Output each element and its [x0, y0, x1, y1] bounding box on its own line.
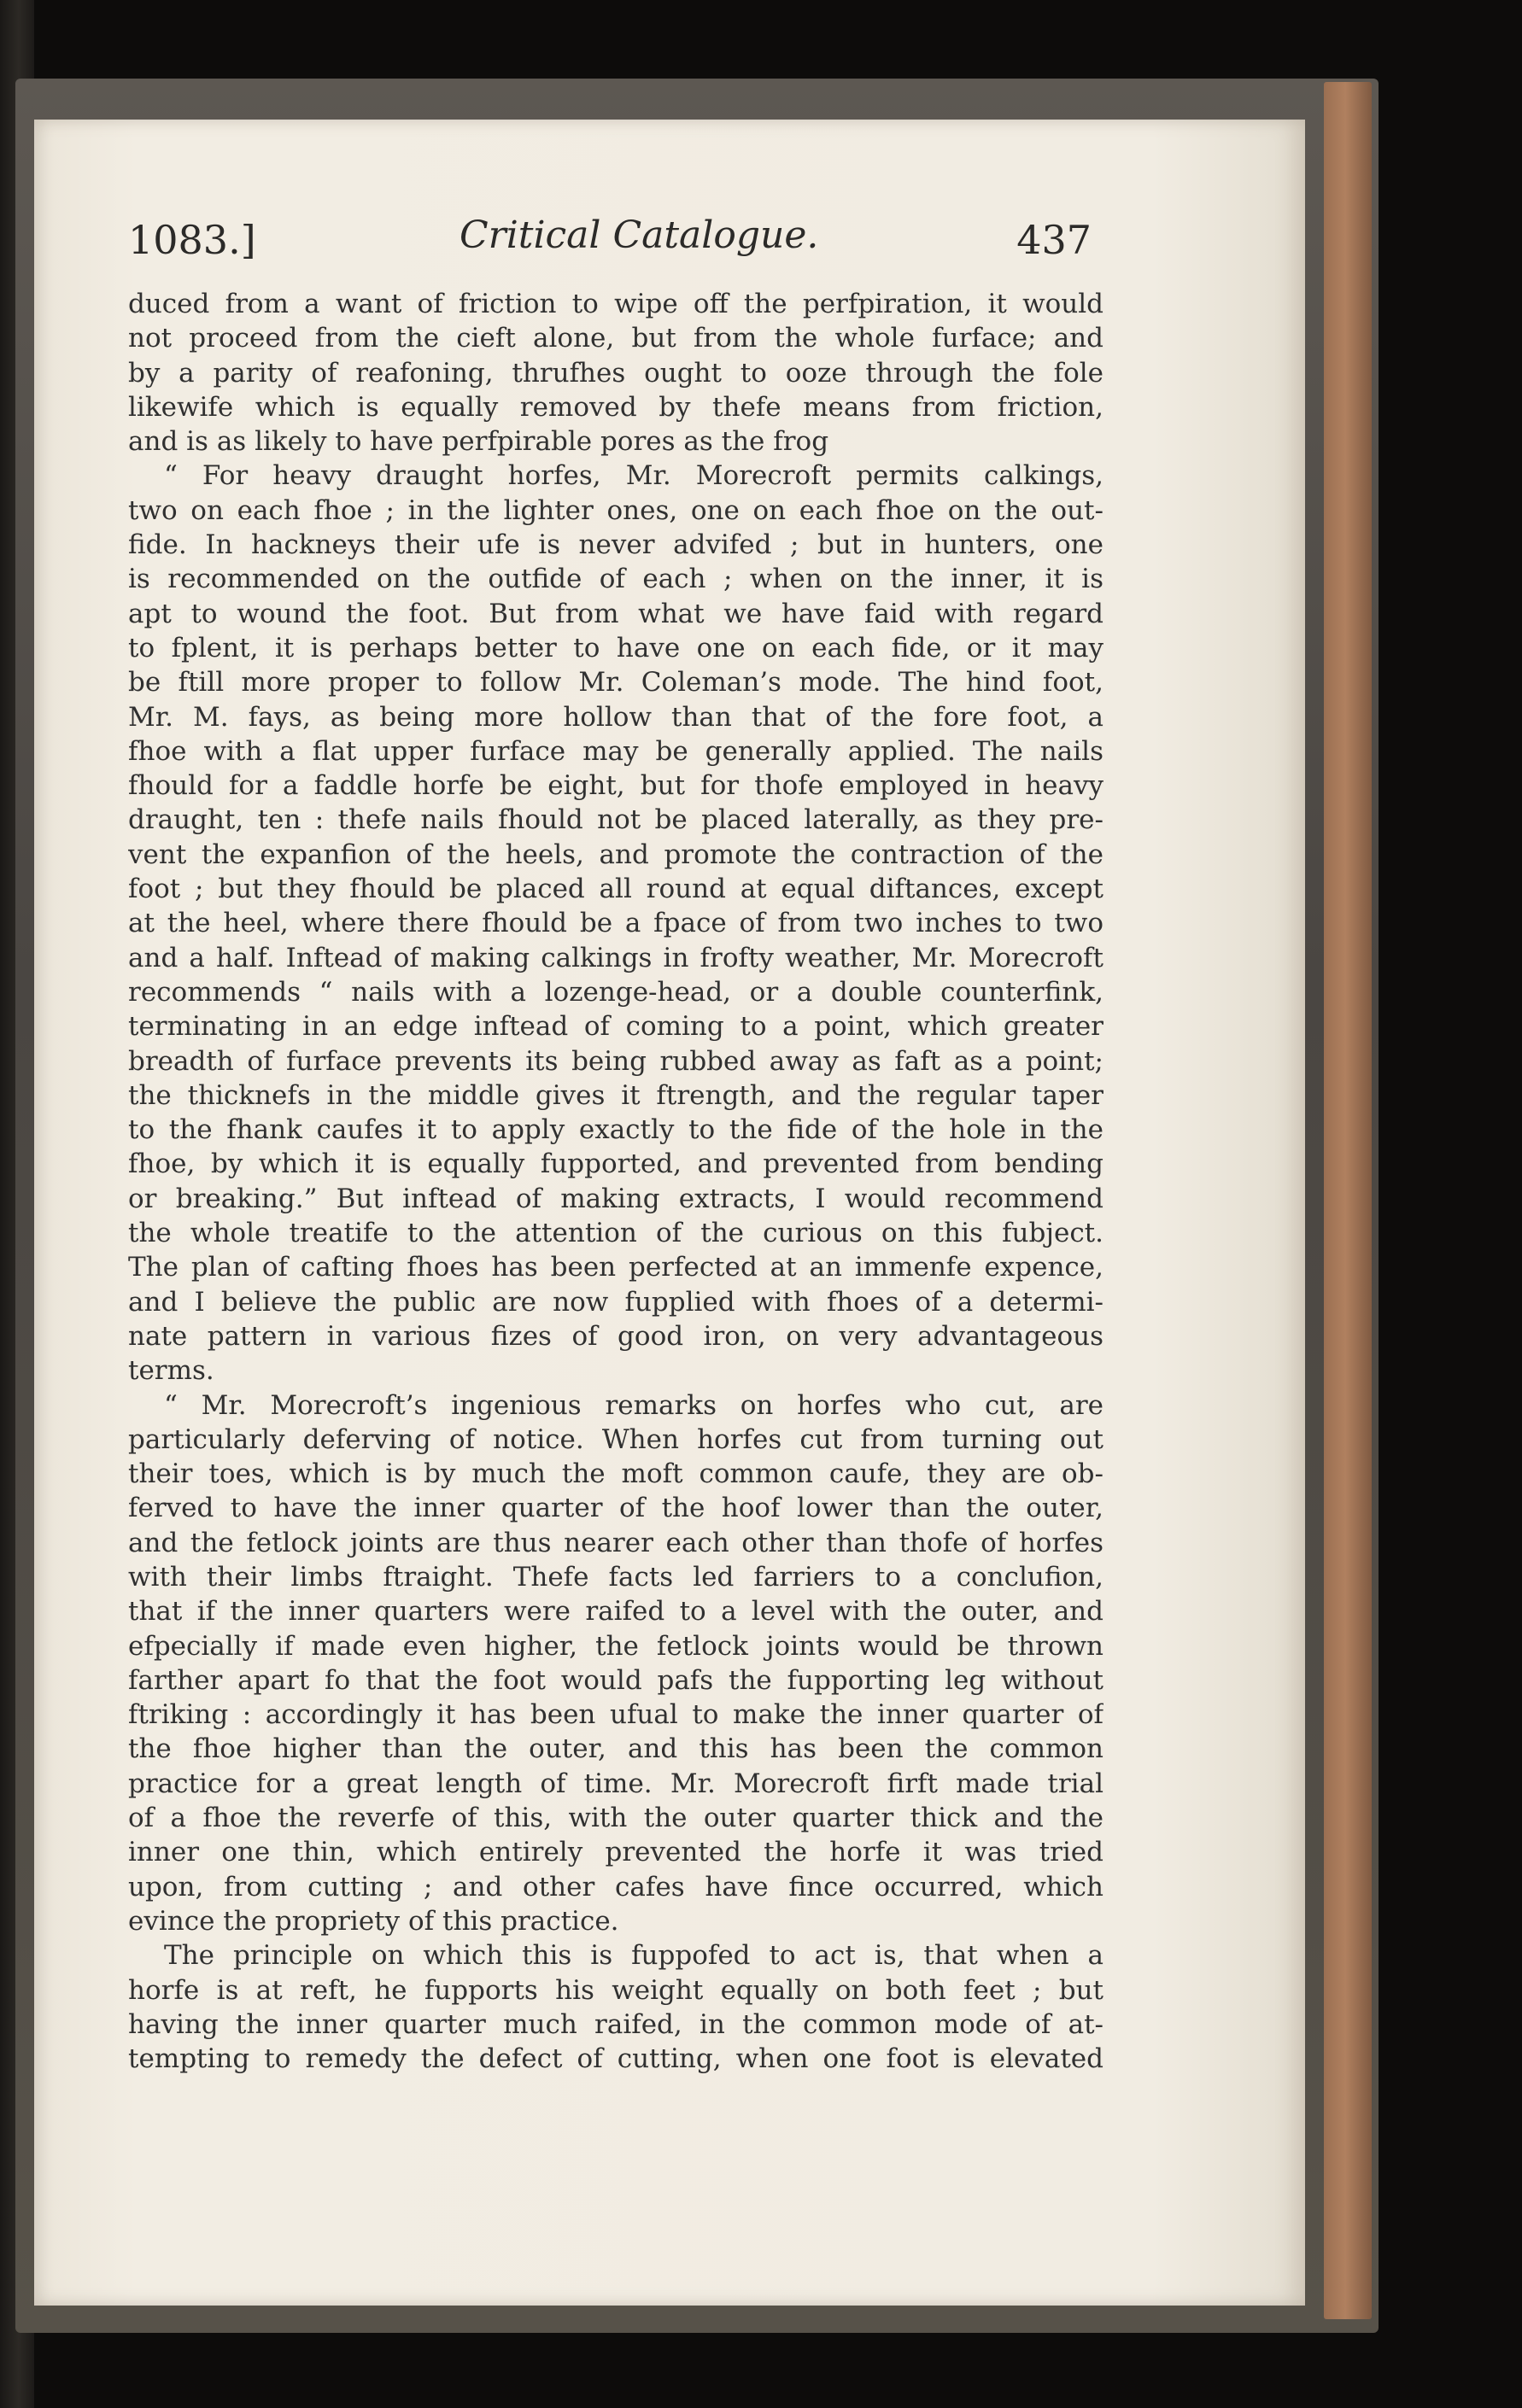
text-line: by a parity of reafoning, thrufhes ought to ooze through the fole	[128, 357, 1103, 389]
text-line: the fhoe higher than the outer, and this has been the common	[128, 1733, 1103, 1765]
text-line: inner one thin, which entirely prevented the horfe it was tried	[128, 1837, 1103, 1868]
text-line: likewife which is equally removed by thefe means from friction,	[128, 391, 1103, 423]
text-line: terms.	[128, 1355, 214, 1387]
text-line: breadth of furface prevents its being rubbed away as faft as a point;	[128, 1045, 1103, 1077]
text-line: apt to wound the foot. But from what we have faid with regard	[128, 598, 1103, 629]
body-text	[128, 287, 1103, 2076]
text-line: nate pattern in various fizes of good iron, on very advantageous	[128, 1320, 1103, 1352]
text-line: and a half. Inftead of making calkings in frofty weather, Mr. Morecroft	[128, 942, 1103, 973]
text-line: to the fhank caufes it to apply exactly to the fide of the hole in the	[128, 1114, 1103, 1146]
text-line: their toes, which is by much the moft common caufe, they are ob-	[128, 1458, 1103, 1490]
leather-spine-edge	[1324, 82, 1372, 2319]
page-number: 437	[1016, 217, 1092, 263]
text-line: that if the inner quarters were raifed to a level with the outer, and	[128, 1596, 1103, 1628]
text-line: the thicknefs in the middle gives it ftrength, and the regular taper	[128, 1079, 1103, 1111]
text-line: not proceed from the cieft alone, but from the whole furface; and	[128, 323, 1103, 354]
text-line: Mr. M. fays, as being more hollow than that of the fore foot, a	[128, 701, 1103, 733]
text-line: at the heel, where there fhould be a fpace of from two inches to two	[128, 908, 1103, 939]
text-line: fide. In hackneys their ufe is never advifed ; but in hunters, one	[128, 529, 1103, 561]
text-line: of a fhoe the reverfe of this, with the outer quarter thick and the	[128, 1803, 1103, 1834]
text-line: and the fetlock joints are thus nearer each other than thofe of horfes	[128, 1527, 1103, 1558]
text-line: horfe is at reft, he fupports his weight equally on both feet ; but	[128, 1974, 1103, 2006]
text-line: The principle on which this is fuppofed to act is, that when a	[164, 1940, 1103, 1972]
running-title: Critical Catalogue.	[460, 213, 819, 257]
text-line: ferved to have the inner quarter of the hoof lower than the outer,	[128, 1493, 1103, 1524]
text-line: with their limbs ftraight. Thefe facts led farriers to a conclufion,	[128, 1561, 1103, 1593]
text-line: upon, from cutting ; and other cafes have fince occurred, which	[128, 1871, 1103, 1902]
text-line: efpecially if made even higher, the fetlock joints would be thrown	[128, 1630, 1103, 1662]
text-line: foot ; but they fhould be placed all round at equal diftances, except	[128, 874, 1103, 905]
text-line: terminating in an edge inftead of coming to a point, which greater	[128, 1011, 1103, 1043]
text-line: The plan of cafting fhoes has been perfected at an immenfe expence,	[128, 1252, 1103, 1283]
text-line: fhoe, by which it is equally fupported, and prevented from bending	[128, 1148, 1103, 1180]
text-line: tempting to remedy the defect of cutting, when one foot is elevated	[128, 2043, 1103, 2075]
text-line: duced from a want of friction to wipe off the perfpiration, it would	[128, 289, 1103, 319]
page-header	[128, 213, 1092, 268]
text-line: is recommended on the outfide of each ; when on the inner, it is	[128, 564, 1103, 595]
text-line: recommends “ nails with a lozenge-head, or a double counterfink,	[128, 976, 1103, 1008]
text-line: draught, ten : thefe nails fhould not be placed laterally, as they pre-	[128, 804, 1103, 836]
text-line: “ Mr. Morecroft’s ingenious remarks on horfes who cut, are	[164, 1389, 1103, 1421]
text-line: to fplent, it is perhaps better to have one on each fide, or it may	[128, 632, 1103, 663]
text-line: evince the propriety of this practice.	[128, 1905, 619, 1937]
text-line: be ftill more proper to follow Mr. Coleman’s mode. The hind foot,	[128, 667, 1103, 698]
text-line: particularly deferving of notice. When horfes cut from turning out	[128, 1423, 1103, 1455]
text-line: fhoe with a flat upper furface may be generally applied. The nails	[128, 735, 1103, 767]
text-line: farther apart fo that the foot would pafs the fupporting leg without	[128, 1664, 1103, 1696]
text-line: or breaking.” But inftead of making extracts, I would recommend	[128, 1183, 1103, 1214]
text-line: practice for a great length of time. Mr. Morecroft firft made trial	[128, 1768, 1103, 1799]
text-line: vent the expanfion of the heels, and promote the contraction of the	[128, 839, 1103, 870]
page-reference: 1083.]	[128, 217, 256, 263]
text-line: having the inner quarter much raifed, in the common mode of at-	[128, 2008, 1103, 2040]
text-line: fhould for a faddle horfe be eight, but for thofe employed in heavy	[128, 770, 1103, 802]
text-line: two on each fhoe ; in the lighter ones, one on each fhoe on the out-	[128, 494, 1103, 526]
text-line: “ For heavy draught horfes, Mr. Morecroft permits calkings,	[164, 460, 1103, 492]
text-line: and is as likely to have perfpirable pores as the frog	[128, 426, 829, 458]
text-line: ftriking : accordingly it has been ufual to make the inner quarter of	[128, 1699, 1103, 1731]
text-line: the whole treatife to the attention of the curious on this fubject.	[128, 1218, 1103, 1249]
text-line: and I believe the public are now fupplied with fhoes of a determi-	[128, 1286, 1103, 1318]
